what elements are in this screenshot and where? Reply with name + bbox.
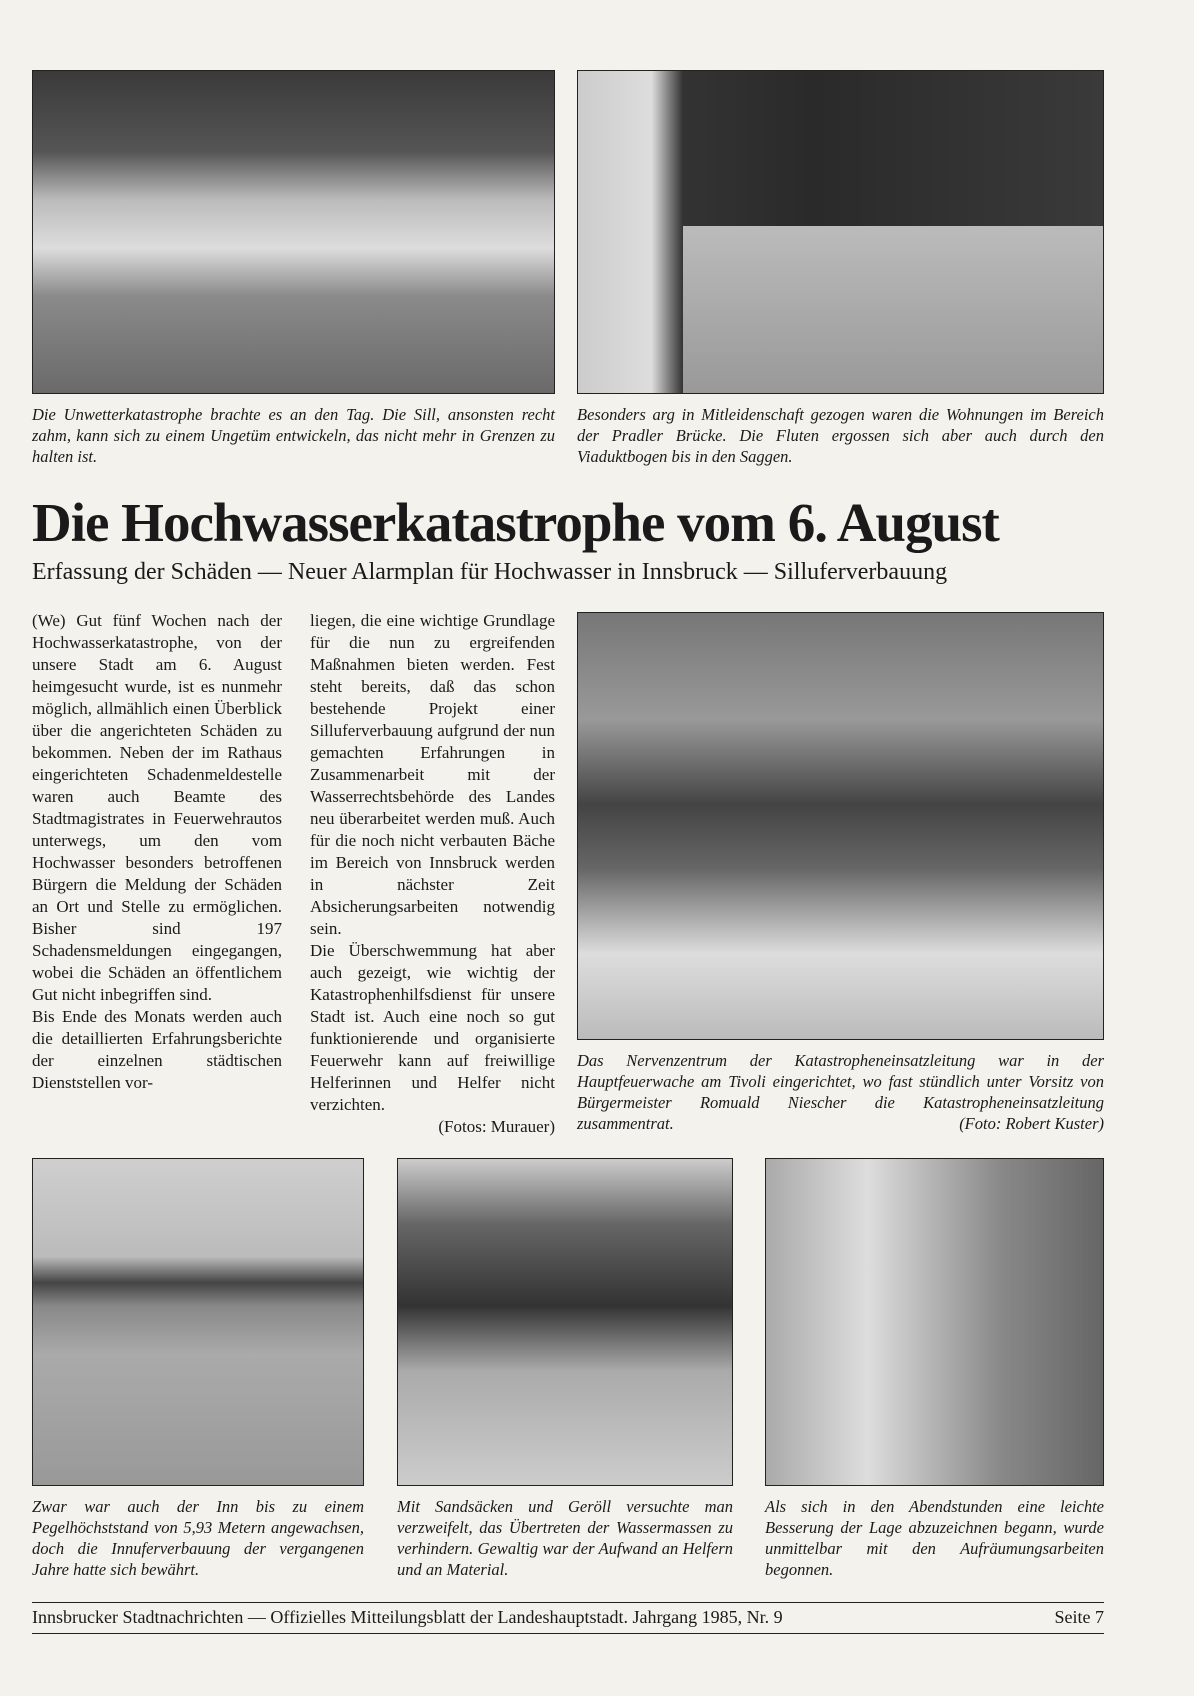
paragraph: Bis Ende des Monats werden auch die detaillierten Erfahrungsberichte der einzelnen städtischen Dienststellen vor- [32,1007,282,1092]
photo-sandbags-helpers [397,1158,733,1486]
floodwater [683,226,1103,393]
page-number: Seite 7 [1054,1607,1104,1627]
photo-cleanup-street [765,1158,1104,1486]
headline: Die Hochwasserkatastrophe vom 6. August [32,492,999,553]
caption-bottom-left: Zwar war auch der Inn bis zu einem Pegelhöchststand von 5,93 Metern angewachsen, doch die Innuferverbauung der vergangenen Jahre hatte sich bewährt. [32,1497,364,1579]
page-footer [32,1602,1104,1634]
caption-bottom-right: Als sich in den Abendstunden eine leichte Besserung der Lage abzuzeichnen begann, wurde unmittelbar mit den Aufräumungsarbeiten begonnen. [765,1497,1104,1579]
photo-sill-river-flood [32,70,555,394]
photo-credit: (Fotos: Murauer) [438,1117,555,1136]
subheadline: Erfassung der Schäden — Neuer Alarmplan für Hochwasser in Innsbruck — Silluferverbauung [32,559,948,585]
caption-top-left: Die Unwetterkatastrophe brachte es an den Tag. Die Sill, ansonsten recht zahm, kann sich zu einem Ungetüm entwickeln, das nicht mehr in Grenzen zu halten ist. [32,405,555,466]
photo-credit: (Foto: Robert Kuster) [959,1114,1104,1133]
photo-inn-river [32,1158,364,1486]
caption-top-right: Besonders arg in Mitleidenschaft gezogen waren die Wohnungen im Bereich der Pradler Brücke. Die Fluten ergossen sich aber auch durch den Viaduktbogen bis in den Saggen. [577,405,1104,466]
paragraph: (We) Gut fünf Wochen nach der Hochwasserkatastrophe, von der unsere Stadt am 6. August heimgesucht wurde, ist es nunmehr möglich, allmählich einen Überblick über die angerichteten Schäden zu bekommen. Neben der im Rathaus eingerichteten Schadenmeldestelle waren auch Beamte des Stadtmagistrates in Feuerwehrautos unterwegs, um den vom Hochwasser besonders betroffenen Bürgern die Meldung der Schäden an Ort und Stelle zu ermöglichen. Bisher sind 197 Schadensmeldungen eingegangen, wobei die Schäden an öffentlichem Gut nicht inbegriffen sind. [32,611,282,1004]
publication-line: Innsbrucker Stadtnachrichten — Offizielles Mitteilungsblatt der Landeshauptstadt. Jahrgang 1985, Nr. 9 [32,1607,783,1627]
paragraph: Die Überschwemmung hat aber auch gezeigt, wie wichtig der Katastrophenhilfsdienst für unsere Stadt ist. Auch eine noch so gut funktionierende und organisierte Feuerwehr kann auf freiwillige Helferinnen und Helfer nicht verzichten. [310,941,555,1114]
photo-flooded-street-pradler-bruecke [577,70,1104,394]
caption-bottom-middle: Mit Sandsäcken und Geröll versuchte man verzweifelt, das Übertreten der Wassermassen zu verhindern. Gewaltig war der Aufwand an Helfern und an Material. [397,1497,733,1579]
article-column-2 [310,610,555,1138]
caption-text: Das Nervenzentrum der Katastropheneinsatzleitung war in der Hauptfeuerwache am Tivoli eingerichtet, wo fast stündlich unter Vorsitz von Bürgermeister Romuald Niescher die Katastropheneinsatzleitung zusammentrat. [577,1051,1104,1133]
caption-center [577,1050,1104,1134]
article-column-1 [32,610,282,1094]
paragraph: liegen, die eine wichtige Grundlage für die nun zu ergreifenden Maßnahmen bieten werden. Fest steht bereits, daß das schon bestehende Projekt einer Silluferverbauung aufgrund der nun gemachten Erfahrungen in Zusammenarbeit mit der Wasserrechtsbehörde des Landes neu überarbeitet werden muß. Auch für die noch nicht verbauten Bäche im Bereich von Innsbruck werden in nächster Zeit Absicherungsarbeiten notwendig sein. [310,611,555,938]
photo-crisis-control-center [577,612,1104,1040]
